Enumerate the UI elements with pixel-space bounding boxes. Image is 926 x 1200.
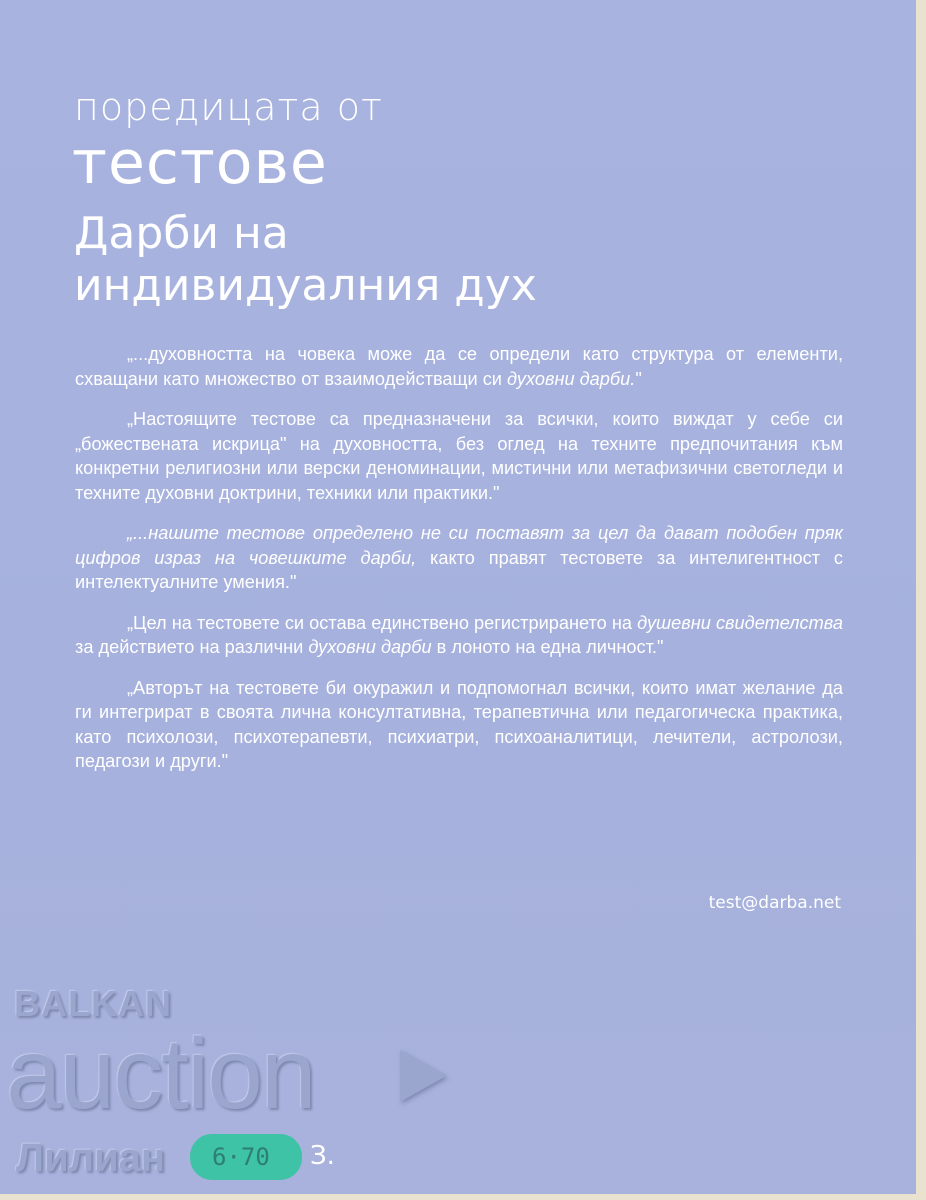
price-sticker: 6·70 [190, 1134, 302, 1180]
watermark-auction: auction [6, 1018, 315, 1130]
watermark-seller: Лилиан [16, 1136, 166, 1180]
price-suffix: З. [310, 1141, 335, 1171]
quote-text: " [635, 368, 642, 389]
emphasis-text: душевни свидетелства [637, 612, 843, 633]
quote-text: за действието на различни [75, 637, 309, 657]
contact-email: test@darba.net [708, 893, 841, 913]
series-title: тестове [72, 128, 328, 198]
quote-paragraph [75, 407, 843, 505]
watermark-play-icon [400, 1050, 446, 1102]
quote-body [75, 342, 843, 790]
book-title-line: индивидуалния дух [74, 260, 537, 311]
quote-paragraph [75, 611, 843, 660]
quote-paragraph [75, 342, 843, 391]
book-title-line: Дарби на [74, 208, 289, 259]
quote-text: „Цел на тестовете си остава единствено регистрирането на [127, 612, 638, 633]
quote-text: както правят тестовете за интелигентност с интелектуалните умения." [75, 547, 843, 592]
quote-paragraph [75, 676, 843, 774]
quote-text: „Авторът на тестовете би окуражил и подпомогнал всички, които имат желание да ги интегрират в своята лична консултативна, терапевтична или педагогическа практика, като психолози, психотерапевти, психиатри, психоаналитици, лечители, астролози, педагози и други." [75, 677, 843, 771]
quote-paragraph [75, 521, 843, 595]
quote-text: „...духовността на човека може да се определи като структура от елементи, схващани като множество от взаимодействащи си [75, 344, 843, 389]
watermark-balkan: BALKAN [14, 983, 172, 1024]
quote-text: в лоното на една личност." [431, 637, 664, 657]
quote-text: „Настоящите тестове са предназначени за всички, които виждат у себе си „божествената искрица" на духовността, без оглед на техните предпочитания към конкретни религиозни или верски деноминации, мистични или метафизични светогледи и техните духовни доктрини, техники или практики." [75, 409, 843, 503]
emphasis-text: духовни дарби. [507, 368, 636, 389]
series-label: поредицата от [74, 85, 383, 129]
emphasis-text: „...нашите тестове определено не си поставят за цел да дават подобен пряк цифров израз на човешките дарби, [75, 523, 843, 568]
book-title [74, 208, 537, 312]
emphasis-text: духовни дарби [308, 637, 432, 657]
